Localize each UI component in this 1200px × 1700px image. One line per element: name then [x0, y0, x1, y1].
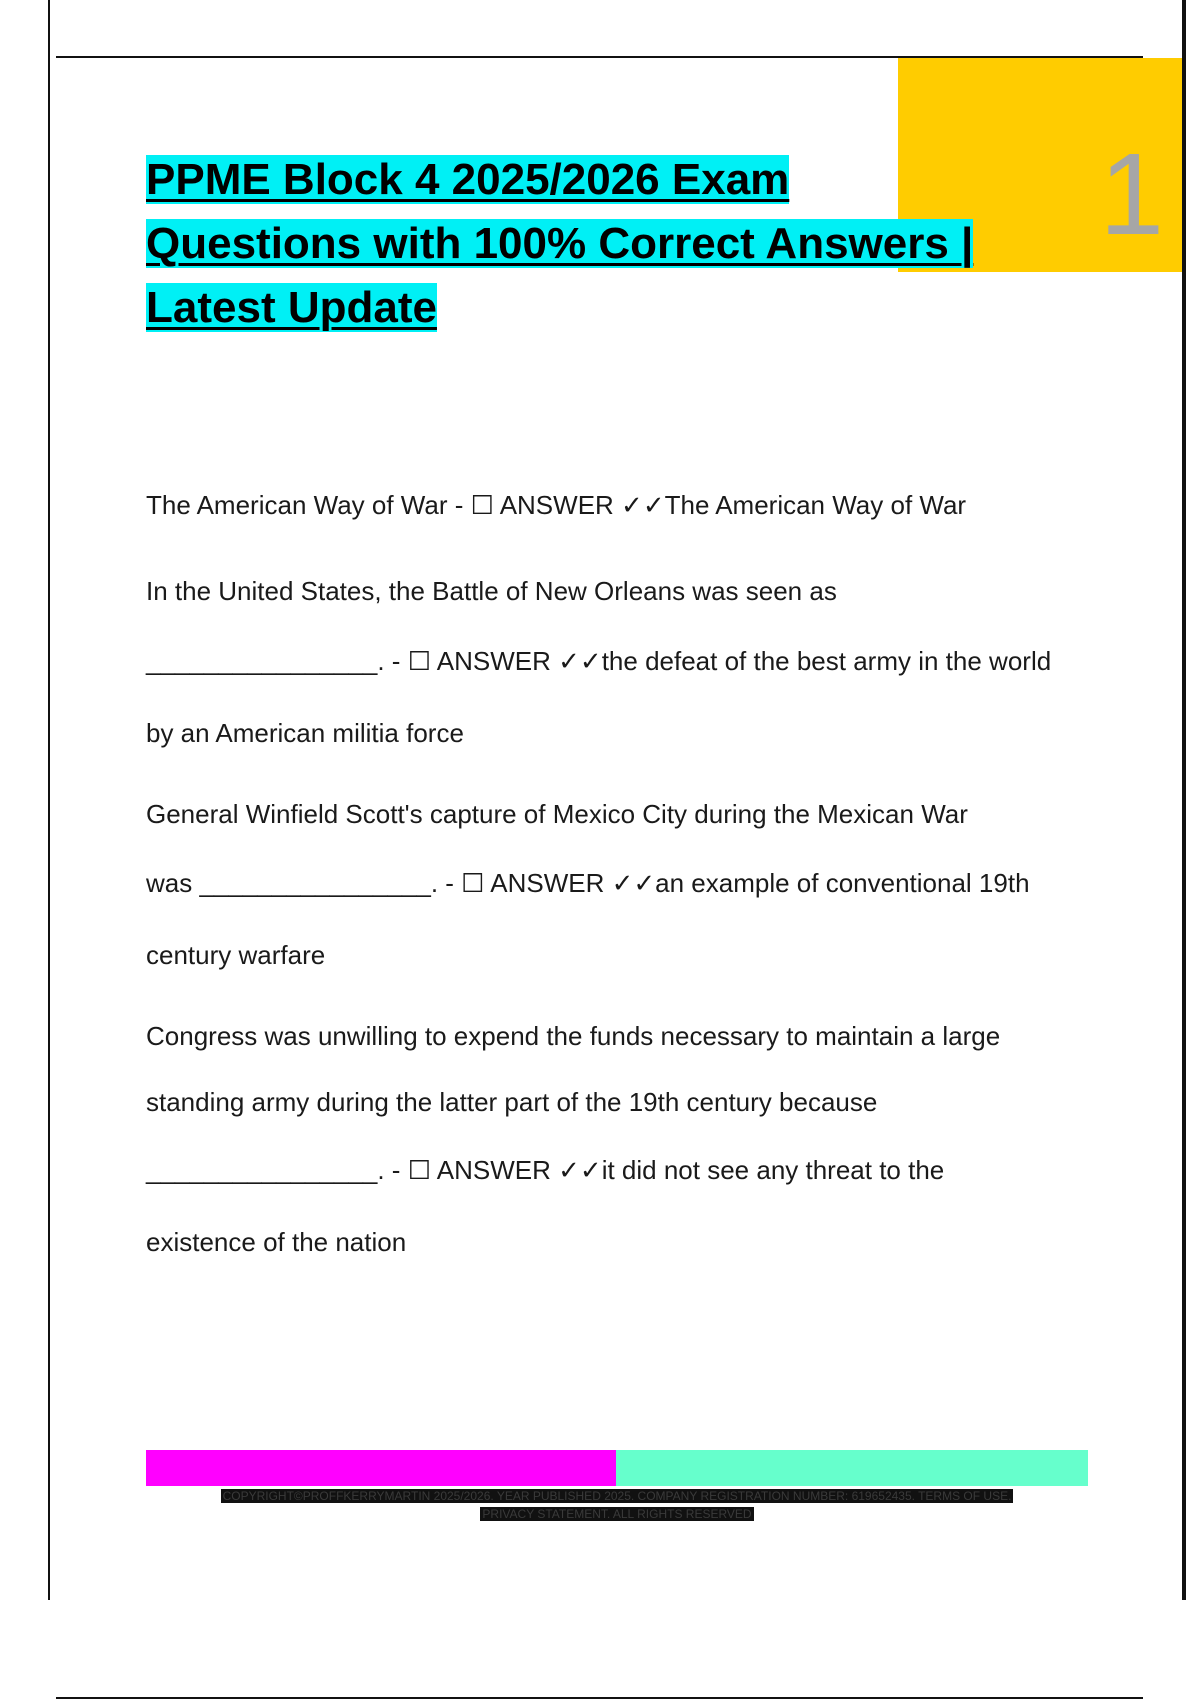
copyright-notice	[146, 1487, 1088, 1523]
body-line: standing army during the latter part of the 19th century because	[146, 1087, 878, 1117]
body-line: The American Way of War - ☐ ANSWER ✓✓The American Way of War	[146, 490, 967, 520]
page-right-border	[1182, 0, 1186, 1600]
copyright-line: COPYRIGHT©PROFFKERRYMARTIN 2025/2026. YEAR PUBLISHED 2025. COMPANY REGISTRATION NUMBER: 619652435. TERMS OF USE.	[222, 1489, 1012, 1503]
body-line: In the United States, the Battle of New Orleans was seen as	[146, 576, 837, 606]
footer-bar-magenta	[146, 1450, 616, 1486]
body-line: ________________. - ☐ ANSWER ✓✓the defeat of the best army in the world	[146, 646, 1052, 676]
page-left-border	[48, 0, 50, 1600]
body-line: ________________. - ☐ ANSWER ✓✓it did not see any threat to the	[146, 1155, 945, 1185]
body-line: by an American militia force	[146, 718, 464, 748]
footer-bar-mint	[616, 1450, 1088, 1486]
body-line: Congress was unwilling to expend the funds necessary to maintain a large	[146, 1021, 1001, 1051]
body-line: century warfare	[146, 940, 326, 970]
title-line: Latest Update	[146, 283, 437, 332]
copyright-line: PRIVACY STATEMENT. ALL RIGHTS RESERVED	[482, 1507, 752, 1521]
document-title	[146, 148, 1066, 340]
title-line: Questions with 100% Correct Answers |	[146, 219, 974, 268]
body-line: was ________________. - ☐ ANSWER ✓✓an example of conventional 19th	[146, 868, 1030, 898]
page-number: 1	[1099, 129, 1164, 259]
body-line: General Winfield Scott's capture of Mexico City during the Mexican War	[146, 799, 968, 829]
body-line: existence of the nation	[146, 1227, 407, 1257]
footer-rule	[56, 1697, 1143, 1699]
title-line: PPME Block 4 2025/2026 Exam	[146, 155, 790, 204]
